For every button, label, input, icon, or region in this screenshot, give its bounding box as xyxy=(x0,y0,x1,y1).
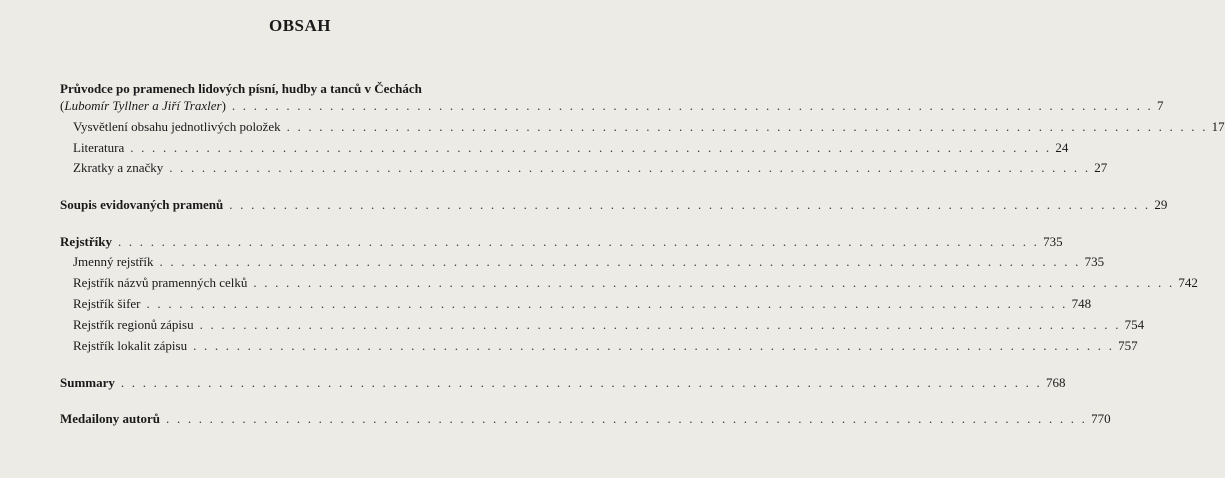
toc-entry-label: Rejstřík regionů zápisu xyxy=(73,317,194,332)
dot-leader: . . . . . . . . . . . . . . . . . . . . . . . . . . . . . . . . . . . . . . . . . . . . . . . . . . . . . . . . . . . . . . . . . . . . . . . . . . . . . . . . . . . . . xyxy=(229,197,1151,212)
toc-entry-label: Rejstřík šifer xyxy=(73,296,141,311)
page-number: 29 xyxy=(1154,197,1168,212)
dot-leader: . . . . . . . . . . . . . . . . . . . . . . . . . . . . . . . . . . . . . . . . . . . . . . . . . . . . . . . . . . . . . . . . . . . . . . . . . . . . . . . . . . . . . xyxy=(146,296,1068,311)
toc-entry-label: Jmenný rejstřík xyxy=(73,254,154,269)
page-number: 27 xyxy=(1094,160,1108,175)
page-number: 24 xyxy=(1055,140,1069,155)
dot-leader: . . . . . . . . . . . . . . . . . . . . . . . . . . . . . . . . . . . . . . . . . . . . . . . . . . . . . . . . . . . . . . . . . . . . . . . . . . . . . . . . . . . . . xyxy=(159,254,1081,269)
dot-leader: . . . . . . . . . . . . . . . . . . . . . . . . . . . . . . . . . . . . . . . . . . . . . . . . . . . . . . . . . . . . . . . . . . . . . . . . . . . . . . . . . . . . . xyxy=(199,317,1121,332)
toc-entry[interactable] xyxy=(73,119,1225,135)
toc-entry-medailony[interactable] xyxy=(60,411,1111,427)
toc-entry[interactable] xyxy=(73,317,1145,333)
toc-entry-label: Medailony autorů xyxy=(60,411,161,426)
page-number: 735 xyxy=(1043,234,1063,249)
page-number: 770 xyxy=(1091,411,1111,426)
toc-entry-label: (Lubomír Tyllner a Jiří Traxler) xyxy=(60,98,226,113)
dot-leader: . . . . . . . . . . . . . . . . . . . . . . . . . . . . . . . . . . . . . . . . . . . . . . . . . . . . . . . . . . . . . . . . . . . . . . . . . . . . . . . . . . . . . xyxy=(166,411,1088,426)
page-number: 768 xyxy=(1045,375,1066,390)
dot-leader: . . . . . . . . . . . . . . . . . . . . . . . . . . . . . . . . . . . . . . . . . . . . . . . . . . . . . . . . . . . . . . . . . . . . . . . . . . . . . . . . . . . . . xyxy=(118,234,1040,249)
page-number: 742 xyxy=(1178,275,1198,290)
page-title: OBSAH xyxy=(268,16,332,35)
toc-entry-authors[interactable] xyxy=(60,98,1164,114)
toc-entry-label: Vysvětlení obsahu jednotlivých položek xyxy=(73,119,281,134)
dot-leader: . . . . . . . . . . . . . . . . . . . . . . . . . . . . . . . . . . . . . . . . . . . . . . . . . . . . . . . . . . . . . . . . . . . . . . . . . . . . . . . . . . . . . xyxy=(120,375,1042,390)
dot-leader: . . . . . . . . . . . . . . . . . . . . . . . . . . . . . . . . . . . . . . . . . . . . . . . . . . . . . . . . . . . . . . . . . . . . . . . . . . . . . . . . . . . . . xyxy=(193,338,1115,353)
page-number: 7 xyxy=(1156,98,1164,113)
toc-entry[interactable] xyxy=(73,254,1105,270)
dot-leader: . . . . . . . . . . . . . . . . . . . . . . . . . . . . . . . . . . . . . . . . . . . . . . . . . . . . . . . . . . . . . . . . . . . . . . . . . . . . . . . . . . . . . xyxy=(286,119,1208,134)
toc-entry-label: Literatura xyxy=(73,140,125,155)
toc-entry[interactable] xyxy=(73,296,1092,312)
toc-entry-rejstriky[interactable] xyxy=(60,234,1063,250)
page-number: 757 xyxy=(1118,338,1138,353)
dot-leader: . . . . . . . . . . . . . . . . . . . . . . . . . . . . . . . . . . . . . . . . . . . . . . . . . . . . . . . . . . . . . . . . . . . . . . . . . . . . . . . . . . . . . xyxy=(253,275,1175,290)
toc-entry[interactable] xyxy=(73,140,1069,156)
toc-entry-summary[interactable] xyxy=(60,375,1066,391)
dot-leader: . . . . . . . . . . . . . . . . . . . . . . . . . . . . . . . . . . . . . . . . . . . . . . . . . . . . . . . . . . . . . . . . . . . . . . . . . . . . . . . . . . . . . xyxy=(130,140,1052,155)
toc-entry[interactable] xyxy=(73,160,1108,176)
page-number: 735 xyxy=(1084,254,1105,269)
section-heading-pruvodce: Průvodce po pramenech lidových písní, hudby a tanců v Čechách xyxy=(60,81,422,96)
toc-entry-soupis[interactable] xyxy=(60,197,1168,213)
toc-entry-label: Soupis evidovaných pramenů xyxy=(60,197,224,212)
dot-leader: . . . . . . . . . . . . . . . . . . . . . . . . . . . . . . . . . . . . . . . . . . . . . . . . . . . . . . . . . . . . . . . . . . . . . . . . . . . . . . . . . . . . . xyxy=(231,98,1153,113)
page-number: 754 xyxy=(1124,317,1145,332)
toc-entry-label: Rejstříky xyxy=(60,234,112,249)
toc-entry-label: Summary xyxy=(60,375,115,390)
toc-entry[interactable] xyxy=(73,275,1198,291)
toc-entry-label: Rejstřík lokalit zápisu xyxy=(73,338,188,353)
dot-leader: . . . . . . . . . . . . . . . . . . . . . . . . . . . . . . . . . . . . . . . . . . . . . . . . . . . . . . . . . . . . . . . . . . . . . . . . . . . . . . . . . . . . . xyxy=(169,160,1091,175)
page-number: 748 xyxy=(1071,296,1092,311)
toc-entry-label: Zkratky a značky xyxy=(73,160,164,175)
toc-entry-label: Rejstřík názvů pramenných celků xyxy=(73,275,248,290)
toc-entry[interactable] xyxy=(73,338,1138,354)
page-number: 17 xyxy=(1211,119,1225,134)
